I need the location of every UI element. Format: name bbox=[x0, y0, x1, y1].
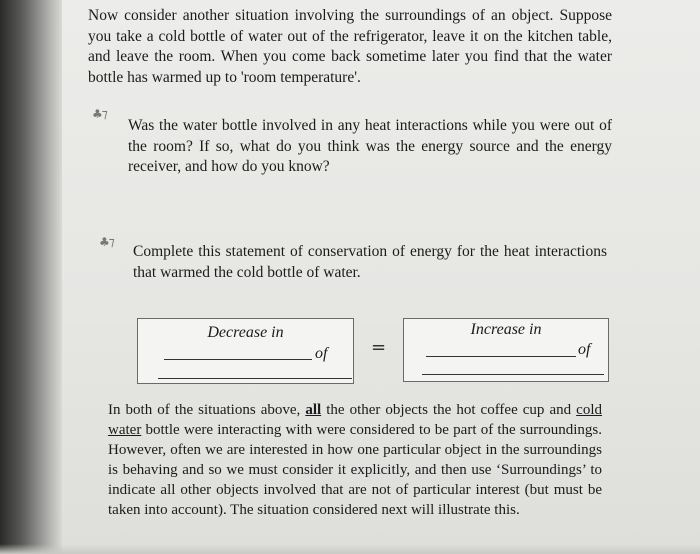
question-2-text: Complete this statement of conservation of energy for the heat interactions that warmed the cold bottle of water. bbox=[133, 243, 607, 281]
underlined-cold-water: cold water bbox=[108, 402, 602, 438]
question-icon: ♣⁊ bbox=[92, 107, 107, 121]
increase-title: Increase in bbox=[470, 321, 542, 338]
decrease-title: Decrease in bbox=[207, 324, 284, 341]
question-icon: ♣⁊ bbox=[99, 235, 114, 249]
increase-blank-object[interactable] bbox=[422, 374, 604, 375]
decrease-blank-object[interactable] bbox=[158, 378, 352, 379]
intro-paragraph: Now consider another situation involving the surroundings of an object. Suppose you take a cold bottle of water out of the refrigerator, leave it on the kitchen table, and leave the room. When you come back sometime later you find that the water bottle has warmed up to 'room temperature'. bbox=[88, 7, 612, 86]
question-1-text: Was the water bottle involved in any heat interactions while you were out of the room? If so, what do you think was the energy source and the energy receiver, and how do you know? bbox=[128, 117, 612, 175]
increase-of-label: of bbox=[578, 341, 591, 358]
equals-sign: = bbox=[371, 337, 387, 358]
decrease-of-label: of bbox=[315, 345, 328, 362]
closing-paragraph: In both of the situations above, all the other objects the hot coffee cup and cold water bottle were interacting with were considered to be part of the surroundings. However, often we are interested in how one particular object in the surroundings is behaving and so we must consider it explicitly, and then use ‘Surroundings’ to indicate all other objects involved that are not of particular interest (but must be taken into account). The situation considered next will illustrate this. bbox=[108, 402, 602, 518]
decrease-blank-quantity[interactable] bbox=[164, 359, 312, 360]
emphasis-all: all bbox=[305, 402, 322, 418]
increase-box bbox=[403, 318, 609, 382]
increase-blank-quantity[interactable] bbox=[426, 356, 576, 357]
page-edge-shadow bbox=[0, 0, 62, 554]
decrease-box bbox=[137, 318, 354, 384]
page-bottom-shadow bbox=[0, 544, 700, 554]
